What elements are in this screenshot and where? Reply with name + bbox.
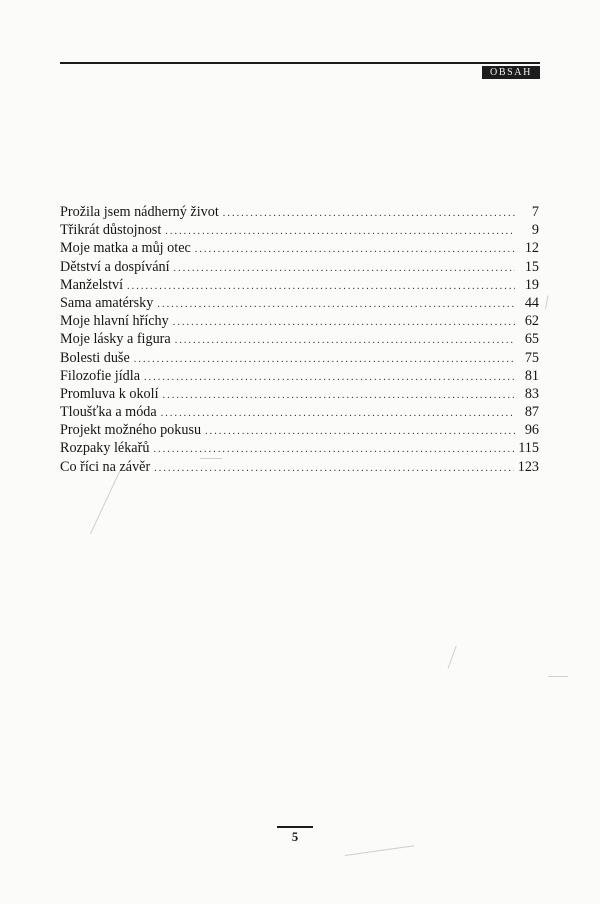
toc-entry-page: 19	[524, 276, 539, 293]
toc-entry-title: Moje hlavní hříchy	[60, 313, 169, 330]
toc-entry-title: Moje lásky a figura	[60, 331, 171, 348]
dot-leader	[153, 441, 514, 459]
dot-leader	[205, 423, 515, 441]
toc-entry-page: 123	[517, 458, 539, 475]
toc-entry-page: 87	[524, 404, 539, 421]
toc-entry-page: 12	[524, 240, 539, 257]
dot-leader	[157, 296, 515, 314]
toc-entry-title: Co říci na závěr	[60, 458, 151, 475]
toc-entry	[60, 221, 539, 239]
toc-entry	[60, 258, 539, 276]
toc-entry-title: Filozofie jídla	[60, 367, 140, 384]
toc-entry-title: Bolesti duše	[60, 349, 130, 366]
toc-entry-page: 7	[531, 204, 539, 220]
toc-entry-page: 9	[531, 222, 539, 239]
dot-leader	[127, 278, 515, 296]
table-of-contents	[60, 203, 539, 476]
dot-leader	[154, 460, 514, 478]
toc-entry	[60, 203, 539, 221]
dot-leader	[163, 387, 515, 405]
dot-leader	[165, 223, 515, 241]
toc-entry	[60, 294, 539, 312]
toc-entry	[60, 239, 539, 257]
dot-leader	[195, 241, 515, 259]
toc-entry-title: Projekt možného pokusu	[60, 422, 202, 439]
toc-entry-page: 81	[524, 367, 539, 384]
toc-entry-title: Moje matka a můj otec	[60, 240, 191, 257]
scan-mark	[345, 845, 414, 856]
toc-entry-title: Tloušťka a móda	[60, 404, 157, 421]
dot-leader	[223, 205, 515, 223]
toc-entry-title: Třikrát důstojnost	[60, 222, 162, 239]
toc-entry-page: 15	[524, 258, 539, 275]
toc-entry	[60, 367, 539, 385]
dot-leader	[175, 332, 515, 350]
toc-entry-title: Prožila jsem nádherný život	[60, 204, 219, 220]
toc-entry-page: 44	[524, 294, 539, 311]
header-rule	[60, 62, 540, 64]
toc-entry	[60, 330, 539, 348]
toc-entry-page: 75	[524, 349, 539, 366]
dot-leader	[161, 405, 515, 423]
toc-entry-page: 83	[524, 385, 539, 402]
toc-entry	[60, 385, 539, 403]
toc-entry-page: 115	[518, 440, 539, 457]
folio-rule	[277, 826, 313, 828]
dot-leader	[173, 314, 515, 332]
toc-entry-page: 96	[524, 422, 539, 439]
toc-entry	[60, 276, 539, 294]
toc-entry-title: Dětství a dospívání	[60, 258, 170, 275]
page-number: 5	[291, 830, 299, 844]
toc-entry	[60, 312, 539, 330]
toc-entry	[60, 439, 539, 457]
dot-leader	[174, 260, 515, 278]
dot-leader	[144, 369, 515, 387]
dot-leader	[134, 351, 515, 369]
scan-mark	[90, 470, 120, 534]
toc-entry-title: Rozpaky lékařů	[60, 440, 150, 457]
toc-entry-page: 62	[524, 313, 539, 330]
scan-mark	[200, 458, 222, 459]
toc-entry	[60, 458, 539, 476]
scan-mark	[548, 676, 568, 677]
toc-entry-page: 65	[524, 331, 539, 348]
toc-entry-title: Manželství	[60, 276, 124, 293]
toc-entry	[60, 403, 539, 421]
toc-entry-title: Sama amatérsky	[60, 294, 154, 311]
toc-entry	[60, 421, 539, 439]
scan-mark	[448, 646, 457, 669]
toc-entry-title: Promluva k okolí	[60, 385, 159, 402]
toc-entry	[60, 349, 539, 367]
scan-mark	[545, 295, 548, 309]
section-label: OBSAH	[482, 66, 540, 79]
